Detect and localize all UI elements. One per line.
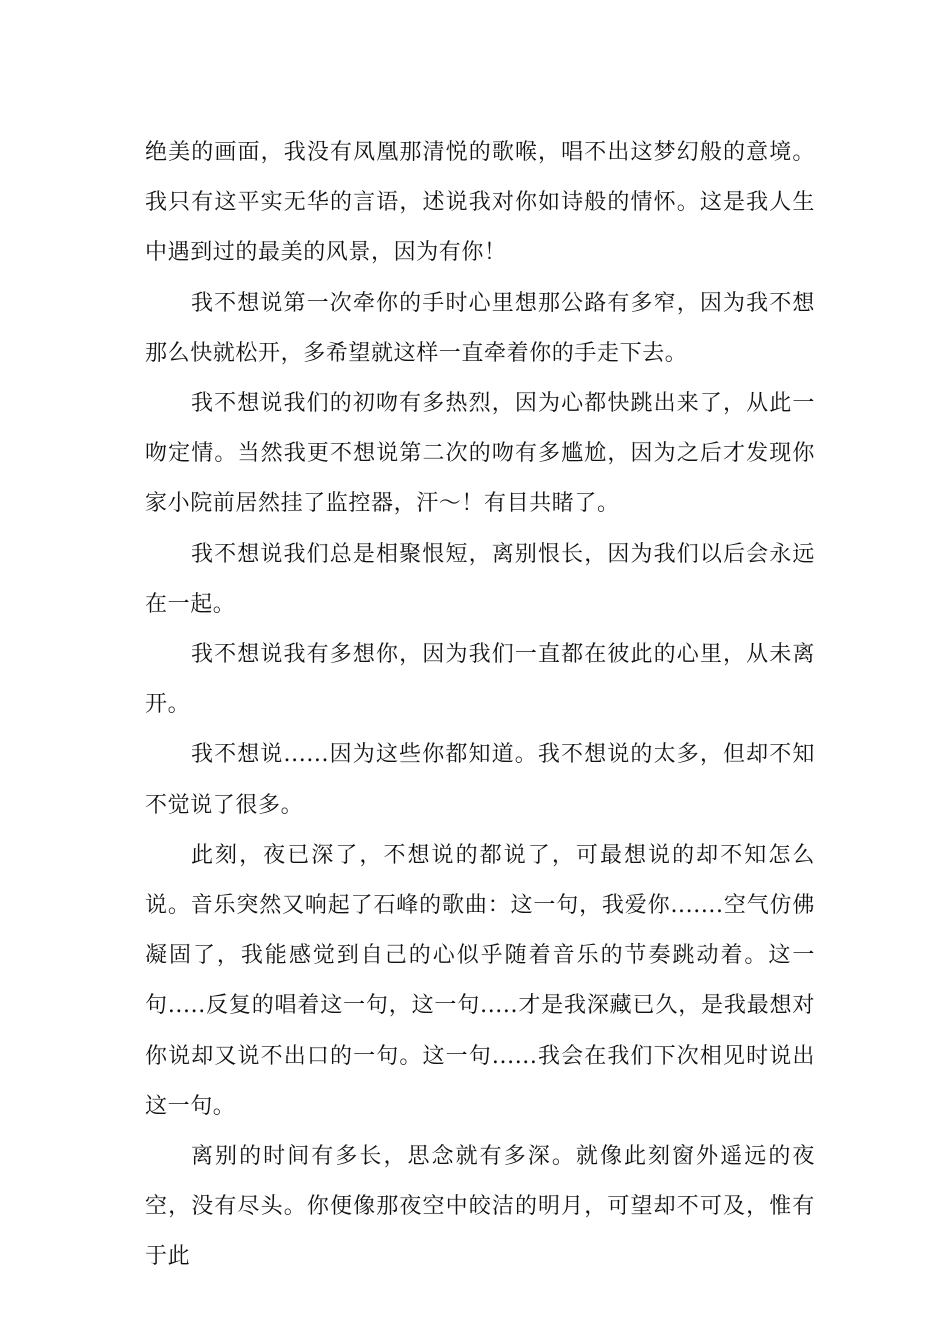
paragraph-5: 我不想说我有多想你，因为我们一直都在彼此的心里，从未离开。	[145, 642, 815, 718]
article-body	[145, 128, 815, 1283]
paragraph-4: 我不想说我们总是相聚恨短，离别恨长，因为我们以后会永远在一起。	[145, 541, 815, 617]
paragraph-7: 此刻，夜已深了，不想说的都说了，可最想说的却不知怎么说。音乐突然又响起了石峰的歌曲：这一句，我爱你.......空气仿佛凝固了，我能感觉到自己的心似乎随着音乐的节奏跳动着。这一句.....反复的唱着这一句，这一句.....才是我深藏已久，是我最想对你说却又说不出口的一句。这一句......我会在我们下次相见时说出这一句。	[145, 842, 815, 1119]
paragraph-3: 我不想说我们的初吻有多热烈，因为心都快跳出来了，从此一吻定情。当然我更不想说第二次的吻有多尴尬，因为之后才发现你家小院前居然挂了监控器，汗～！有目共睹了。	[145, 391, 815, 517]
paragraph-1: 绝美的画面，我没有凤凰那清悦的歌喉，唱不出这梦幻般的意境。我只有这平实无华的言语，述说我对你如诗般的情怀。这是我人生中遇到过的最美的风景，因为有你！	[145, 140, 815, 266]
paragraph-8: 离别的时间有多长，思念就有多深。就像此刻窗外遥远的夜空，没有尽头。你便像那夜空中皎洁的明月，可望却不可及，惟有于此	[145, 1144, 815, 1270]
paragraph-6: 我不想说......因为这些你都知道。我不想说的太多，但却不知不觉说了很多。	[145, 742, 815, 818]
paragraph-2: 我不想说第一次牵你的手时心里想那公路有多窄，因为我不想那么快就松开，多希望就这样一直牵着你的手走下去。	[145, 290, 815, 366]
